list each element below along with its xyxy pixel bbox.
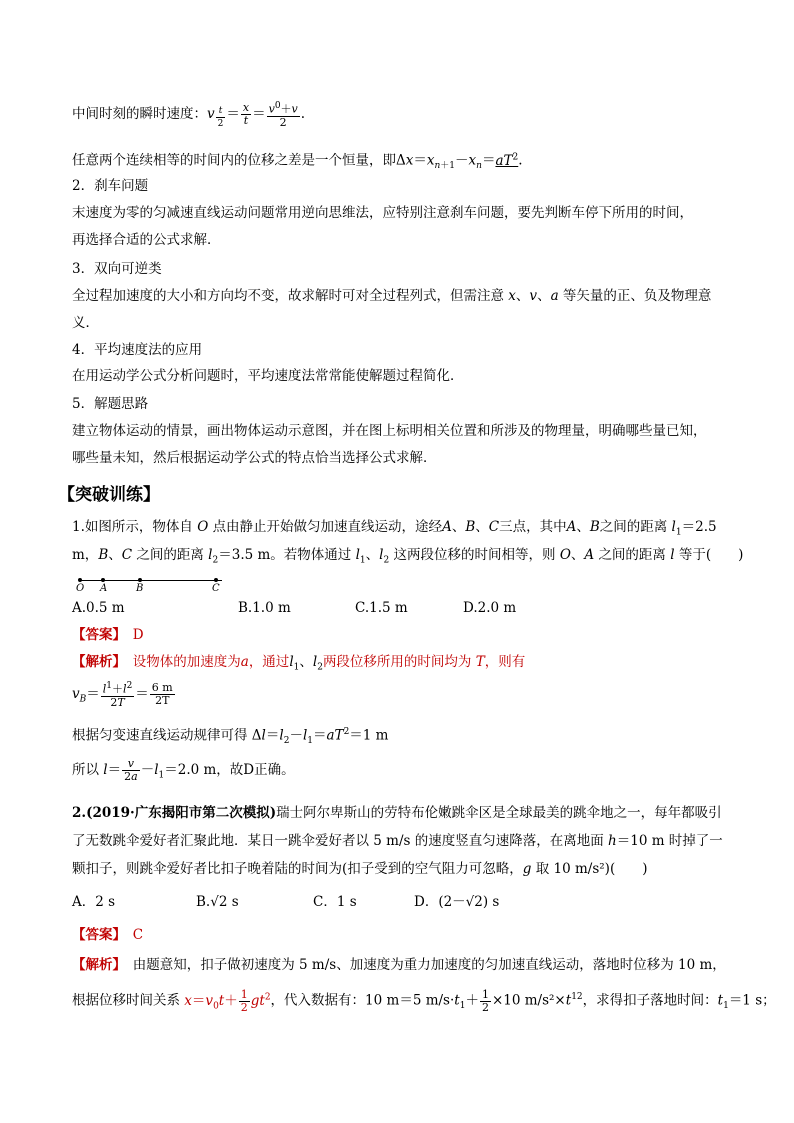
sec5-body-1: 建立物体运动的情景，画出物体运动示意图，并在图上标明相关位置和所涉及的物理量，明确哪些量已知， (72, 423, 707, 439)
sec2-title: 2．刹车问题 (72, 178, 149, 194)
sec3-body-1a: 全过程加速度的大小和方向均不变，故求解时可对全过程列式，但需注意 (72, 288, 509, 304)
q1-text: m， (72, 547, 99, 563)
answer-label: 【答案】 (72, 627, 120, 643)
q1-option-a[interactable]: A.0.5 m (72, 600, 125, 616)
answer-label: 【答案】 (72, 927, 120, 943)
q1-text: 之间的距离 (136, 547, 204, 563)
q2-analysis-text: ，求得扣子落地时间： (582, 992, 718, 1009)
q1-text: 点由静止开始做匀加速直线运动，途经 (212, 519, 443, 535)
fraction-v-over-2a: $\frac{v}{2a}$ (124, 757, 138, 783)
q1-analysis-text: 设物体的加速度为 (132, 654, 241, 670)
point-c-dot (214, 578, 218, 582)
point-b-dot (138, 578, 142, 582)
q2-line-2: 了无数跳伞爱好者汇聚此地．某日一跳伞爱好者以 5 m/s 的速度竖直匀速降落，在离地面 h＝10 m 时掉了一 (72, 833, 723, 849)
q1-line-1: 1.如图所示，物体自 O 点由静止开始做匀加速直线运动，途经A、B、C三点，其中A、B之间的距离 $l_1=2.5$ (72, 519, 717, 538)
q1-option-d[interactable]: D.2.0 m (463, 600, 517, 616)
period: . (300, 105, 306, 122)
sec3-body-1b: 等矢量的正、负及物理意 (562, 288, 712, 304)
q1-text: 三点，其中 (499, 519, 567, 535)
document-page (58, 0, 776, 1123)
q2-text: 了无数跳伞爱好者汇聚此地．某日一跳伞爱好者以 5 m/s 的速度竖直匀速降落，在离地面 (72, 833, 604, 849)
q1-analysis-text: ，则有 (484, 654, 526, 670)
sec2-body-1: 末速度为零的匀减速直线运动问题常用逆向思维法，应特别注意刹车问题，要先判断车停下所用的时间， (72, 205, 693, 221)
q1-analysis-line-4: 所以 l＝ $\frac{v}{2a}$ $-l_1=2.0$ m，故D正确。 (72, 757, 295, 783)
q1-text: ＝3.5 m。若物体通过 (218, 547, 352, 563)
analysis-label: 【解析】 (72, 957, 120, 973)
section-heading: 【突破训练】 (58, 485, 160, 505)
subscript-t-over-2: $\frac{t}{2}$ (217, 105, 224, 129)
q1-analysis-text: 根据匀变速直线运动规律可得 (72, 727, 248, 744)
q1-text: 这两段位移的时间相等，则 (393, 547, 556, 563)
q1-text: ＝2.5 (681, 519, 717, 535)
fraction-one-half: $\frac{1}{2}$ (481, 987, 489, 1014)
sec3-title: 3．双向可逆类 (72, 261, 162, 277)
label-b: B (136, 583, 144, 594)
mid-velocity-line: 中间时刻的瞬时速度：v $\frac{t}{2}$ ＝ $\frac{x}{t}$ ＝ $\frac{v^0+v}{2}$ . (72, 100, 306, 129)
q2-option-b[interactable]: B.√2 s (196, 894, 239, 910)
sec2-body-2: 再选择合适的公式求解． (72, 232, 221, 248)
point-o-dot (78, 578, 82, 582)
q1-analysis-text: ，通过 (248, 654, 290, 670)
q1-text: 1.如图所示，物体自 (72, 519, 193, 535)
sec4-body: 在用运动学公式分析问题时，平均速度法常常能使解题过程简化． (72, 368, 464, 384)
label-c: C (212, 583, 220, 594)
q2-analysis-text: 由题意知，扣子做初速度为 5 m/s、加速度为重力加速度的匀加速直线运动，落地时位移为 10 m， (132, 957, 726, 973)
fraction-one-half: $\frac{1}{2}$ (240, 987, 248, 1014)
point-a-dot (101, 578, 105, 582)
q1-option-c[interactable]: C.1.5 m (355, 600, 408, 616)
q1-answer-value: D (132, 627, 144, 643)
fraction-v0-plus-v: $\frac{v^0+v}{2}$ (268, 101, 298, 129)
analysis-label: 【解析】 (72, 654, 120, 670)
q1-analysis-text: ＝2.0 m，故D正确。 (164, 762, 295, 778)
mid-velocity-label: 中间时刻的瞬时速度： (72, 105, 207, 122)
q2-text: 瑞士阿尔卑斯山的劳特布伦嫩跳伞区是全球最美的跳伞地之一，每年都吸引 (276, 805, 722, 821)
label-a: A (100, 583, 108, 594)
q2-answer-line (72, 926, 143, 944)
q2-analysis-line-1 (72, 956, 726, 974)
q1-option-b[interactable]: B.1.0 m (238, 600, 291, 616)
equals-sign: ＝ (135, 685, 149, 702)
q2-options (72, 893, 499, 911)
displacement-diff-text: 任意两个连续相等的时间内的位移之差是一个恒量，即 (72, 152, 396, 169)
q2-analysis-line-2: 根据位移时间关系 $x=v_0t+$ $\frac{1}{2}$ $gt^2$，代入数据有：10 m＝5 $m/s\cdot t_1+$ $\frac{1}{2}$ ×10 $m/s^2\times t^{12}$，求得扣子落地时间：$t_1=1$ s； (72, 987, 776, 1014)
q1-analysis-text: 所以 (72, 762, 99, 778)
q1-text: 之间的距离 (598, 547, 666, 563)
q2-analysis-text: 根据位移时间关系 (72, 992, 180, 1009)
sec4-title: 4．平均速度法的应用 (72, 342, 203, 358)
q1-analysis-text: 两段位移所用的时间均为 (322, 654, 472, 670)
q1-analysis-line-3: 根据匀变速直线运动规律可得 $\Delta l=l_2-l_1=aT^2=1$ m (72, 727, 389, 747)
q2-line-1 (72, 804, 722, 822)
fraction-l1-plus-l2: $\frac{l^1+l^2}{2T}$ (102, 681, 133, 709)
sec3-body-2: 义． (72, 315, 99, 331)
label-o: O (76, 583, 85, 594)
q1-analysis-line-2: $v_B=$ $\frac{l^1+l^2}{2T}$ ＝ $\frac{6 m}{2T}$ (72, 680, 173, 709)
q1-answer-line (72, 626, 144, 644)
q2-analysis-text: ＝1 s； (728, 992, 776, 1009)
q1-analysis-text: ＝1 m (349, 727, 389, 744)
q2-analysis-text: ×10 m/s²× (491, 992, 566, 1009)
q1-line-2: m，B、C 之间的距离 $l_2=3.5$ m。若物体通过 $l_1$、$l_2$ 这两段位移的时间相等，则 O、A 之间的距离 l 等于( ) (72, 547, 744, 566)
q2-text: ＝10 m 时掉了一 (616, 833, 723, 849)
q2-text: 取 10 m/s²)( ) (535, 861, 648, 877)
q1-options (72, 599, 516, 617)
q2-option-c[interactable]: C．1 s (313, 894, 357, 910)
q2-line-3: 颗扣子，则跳伞爱好者比扣子晚着陆的时间为(扣子受到的空气阻力可忽略，g 取 10 m/s²)( ) (72, 861, 648, 877)
q1-analysis-line-1: 【解析】 设物体的加速度为a，通过$l_1$、$l_2$两段位移所用的时间均为 T，则有 (72, 654, 526, 673)
q2-source: 2.(2019·广东揭阳市第二次模拟) (72, 805, 277, 821)
q2-answer-value: C (132, 927, 144, 943)
q2-option-a[interactable]: A．2 s (72, 894, 116, 910)
sec5-body-2: 哪些量未知，然后根据运动学公式的特点恰当选择公式求解． (72, 450, 437, 466)
q2-text: 颗扣子，则跳伞爱好者比扣子晚着陆的时间为(扣子受到的空气阻力可忽略， (72, 861, 523, 877)
q1-line-diagram (72, 573, 232, 593)
fraction-x-over-t: $\frac{x}{t}$ (242, 100, 250, 127)
fraction-6m-over-2t: $\frac{6 m}{2T}$ (151, 680, 173, 707)
displacement-diff-line: 任意两个连续相等的时间内的位移之差是一个恒量，即$\Delta x=x_{n+1}-x_n=aT^2$. (72, 152, 523, 172)
q2-option-d[interactable]: D．(2－√2) s (414, 894, 500, 910)
sec3-body-1: 全过程加速度的大小和方向均不变，故求解时可对全过程列式，但需注意 x、v、a 等矢量的正、负及物理意 (72, 288, 712, 304)
q1-text: 等于( ) (678, 547, 744, 563)
sec5-title: 5．解题思路 (72, 396, 149, 412)
q1-text: 之间的距离 (599, 519, 668, 535)
q2-analysis-text: ，代入数据有：10 m＝5 m/s· (270, 992, 455, 1009)
